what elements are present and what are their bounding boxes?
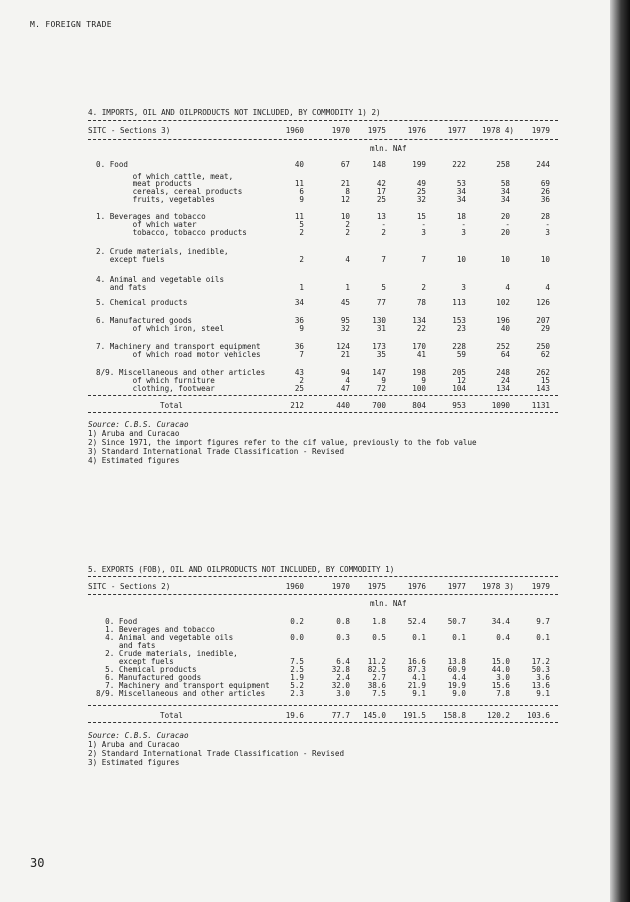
table-cell: 3 xyxy=(545,228,550,237)
table-cell: 4.4 xyxy=(452,673,466,682)
table-cell: 35 xyxy=(376,350,386,359)
table-cell: 130 xyxy=(372,316,386,325)
imports-unit: mln. NAf xyxy=(370,144,407,153)
table-cell: 42 xyxy=(376,179,386,188)
table-cell: 32 xyxy=(416,195,426,204)
row-label: 4. Animal and vegetable oils xyxy=(96,275,225,284)
table-cell: 2 xyxy=(381,228,386,237)
table-cell: 2.4 xyxy=(336,673,350,682)
table-cell: 10 xyxy=(340,212,350,221)
table-cell: - xyxy=(545,220,550,229)
table-cell: 15 xyxy=(540,376,550,385)
year-header: 1977 xyxy=(447,582,466,591)
row-label: tobacco, tobacco products xyxy=(96,228,247,237)
table-cell: 10 xyxy=(500,255,510,264)
table-cell: 173 xyxy=(372,342,386,351)
table-cell: 22 xyxy=(416,324,426,333)
row-label: 5. Chemical products xyxy=(96,665,197,674)
table-cell: 2.3 xyxy=(290,689,304,698)
table-cell: 11.2 xyxy=(367,657,386,666)
imports-sitc-label: SITC - Sections 3) xyxy=(88,126,171,135)
year-header: 1960 xyxy=(285,582,304,591)
table-cell: 7.8 xyxy=(496,689,510,698)
table-cell: 34 xyxy=(456,187,466,196)
row-label: of which water xyxy=(96,220,197,229)
table-cell: 36 xyxy=(540,195,550,204)
table-cell: 4 xyxy=(545,283,550,292)
row-label: 7. Machinery and transport equipment xyxy=(96,681,270,690)
table-cell: - xyxy=(505,220,510,229)
divider xyxy=(88,594,558,595)
table-cell: 77 xyxy=(376,298,386,307)
table-cell: 207 xyxy=(536,316,550,325)
table-cell: 2.5 xyxy=(290,665,304,674)
row-label: and fats xyxy=(96,641,156,650)
table-cell: 45 xyxy=(340,298,350,307)
row-label: 1. Beverages and tobacco xyxy=(96,212,206,221)
table-cell: 24 xyxy=(500,376,510,385)
table-cell: 4 xyxy=(345,255,350,264)
table-cell: 124 xyxy=(336,342,350,351)
divider xyxy=(88,576,558,577)
divider xyxy=(88,139,558,140)
table-cell: 7 xyxy=(421,255,426,264)
row-label: 2. Crude materials, inedible, xyxy=(96,649,238,658)
row-label: 6. Manufactured goods xyxy=(96,316,193,325)
year-header: 1975 xyxy=(367,582,386,591)
table-cell: 78 xyxy=(416,298,426,307)
table-cell: 7.5 xyxy=(290,657,304,666)
table-cell: 2 xyxy=(299,255,304,264)
table-cell: 1 xyxy=(299,283,304,292)
year-header: 1977 xyxy=(447,126,466,135)
table-cell: 21 xyxy=(340,350,350,359)
imports-title: 4. IMPORTS, OIL AND OILPRODUCTS NOT INCLUDED, BY COMMODITY 1) 2) xyxy=(88,108,381,117)
row-label: 5. Chemical products xyxy=(96,298,188,307)
table-cell: 40 xyxy=(500,324,510,333)
table-cell: 9.1 xyxy=(536,689,550,698)
total-cell: 1131 xyxy=(531,401,550,410)
footnote: 4) Estimated figures xyxy=(88,456,180,465)
table-cell: 11 xyxy=(294,212,304,221)
table-cell: 2 xyxy=(345,220,350,229)
table-cell: 0.1 xyxy=(536,633,550,642)
table-cell: 126 xyxy=(536,298,550,307)
table-cell: 7.5 xyxy=(372,689,386,698)
table-cell: 10 xyxy=(456,255,466,264)
exports-sitc-label: SITC - Sections 2) xyxy=(88,582,171,591)
row-label: of which furniture xyxy=(96,376,215,385)
year-header: 1978 4) xyxy=(481,126,514,135)
table-cell: 17 xyxy=(376,187,386,196)
footnote: 2) Standard International Trade Classification - Revised xyxy=(88,749,345,758)
table-cell: 82.5 xyxy=(367,665,386,674)
row-label: fruits, vegetables xyxy=(96,195,215,204)
table-cell: - xyxy=(421,220,426,229)
table-cell: 9 xyxy=(381,376,386,385)
year-header: 1960 xyxy=(285,126,304,135)
footnote: 3) Estimated figures xyxy=(88,758,180,767)
table-cell: 0.5 xyxy=(372,633,386,642)
table-cell: 20 xyxy=(500,228,510,237)
table-cell: 15 xyxy=(416,212,426,221)
year-header: 1976 xyxy=(407,126,426,135)
total-cell: 120.2 xyxy=(487,711,510,720)
table-cell: 19.9 xyxy=(447,681,466,690)
row-label: 2. Crude materials, inedible, xyxy=(96,247,229,256)
table-cell: 143 xyxy=(536,384,550,393)
table-cell: 4.1 xyxy=(412,673,426,682)
table-cell: 15.0 xyxy=(491,657,510,666)
table-cell: 34 xyxy=(456,195,466,204)
table-cell: 10 xyxy=(540,255,550,264)
row-label: 4. Animal and vegetable oils xyxy=(96,633,234,642)
table-cell: 0.0 xyxy=(290,633,304,642)
table-cell: 5 xyxy=(381,283,386,292)
table-cell: 9 xyxy=(421,376,426,385)
divider xyxy=(88,120,558,121)
table-cell: 32.8 xyxy=(331,665,350,674)
source-note: Source: C.B.S. Curacao xyxy=(88,731,189,740)
row-label: 0. Food xyxy=(96,617,138,626)
footnote: 1) Aruba and Curacao xyxy=(88,429,180,438)
table-cell: 2.7 xyxy=(372,673,386,682)
row-label: 1. Beverages and tobacco xyxy=(96,625,215,634)
table-cell: 32.0 xyxy=(331,681,350,690)
table-cell: 23 xyxy=(456,324,466,333)
row-label: 7. Machinery and transport equipment xyxy=(96,342,261,351)
table-cell: 58 xyxy=(500,179,510,188)
year-header: 1979 xyxy=(531,582,550,591)
table-cell: 34 xyxy=(500,195,510,204)
table-cell: 147 xyxy=(372,368,386,377)
table-cell: 18 xyxy=(456,212,466,221)
year-header: 1970 xyxy=(331,582,350,591)
table-cell: 1.8 xyxy=(372,617,386,626)
table-cell: 43 xyxy=(294,368,304,377)
table-cell: 94 xyxy=(340,368,350,377)
table-cell: - xyxy=(461,220,466,229)
table-cell: 5 xyxy=(299,220,304,229)
table-cell: 0.3 xyxy=(336,633,350,642)
table-cell: 13.6 xyxy=(531,681,550,690)
table-cell: 3.0 xyxy=(496,673,510,682)
table-cell: 2 xyxy=(299,376,304,385)
row-label: clothing, footwear xyxy=(96,384,215,393)
row-label: cereals, cereal products xyxy=(96,187,243,196)
table-cell: 100 xyxy=(412,384,426,393)
exports-total-label: Total xyxy=(160,711,183,720)
table-cell: 31 xyxy=(376,324,386,333)
table-cell: 0.8 xyxy=(336,617,350,626)
row-label: except fuels xyxy=(96,255,165,264)
table-cell: 9 xyxy=(299,195,304,204)
total-cell: 191.5 xyxy=(403,711,426,720)
table-cell: 222 xyxy=(452,160,466,169)
table-cell: 7 xyxy=(381,255,386,264)
row-label: and fats xyxy=(96,283,147,292)
row-label: of which road motor vehicles xyxy=(96,350,261,359)
table-cell: 0.1 xyxy=(412,633,426,642)
table-cell: 170 xyxy=(412,342,426,351)
table-cell: 60.9 xyxy=(447,665,466,674)
table-cell: 3 xyxy=(461,283,466,292)
table-cell: 72 xyxy=(376,384,386,393)
table-cell: 95 xyxy=(340,316,350,325)
table-cell: 25 xyxy=(416,187,426,196)
source-note: Source: C.B.S. Curacao xyxy=(88,420,189,429)
row-label: 8/9. Miscellaneous and other articles xyxy=(96,368,266,377)
table-cell: 41 xyxy=(416,350,426,359)
table-cell: 53 xyxy=(456,179,466,188)
table-cell: 2 xyxy=(299,228,304,237)
table-cell: 47 xyxy=(340,384,350,393)
table-cell: 9.7 xyxy=(536,617,550,626)
page-number: 30 xyxy=(30,856,45,870)
imports-notes xyxy=(88,420,477,465)
table-cell: 250 xyxy=(536,342,550,351)
table-cell: 1 xyxy=(345,283,350,292)
table-cell: 16.6 xyxy=(407,657,426,666)
total-cell: 804 xyxy=(412,401,426,410)
table-cell: 32 xyxy=(340,324,350,333)
table-cell: 102 xyxy=(496,298,510,307)
total-cell: 103.6 xyxy=(527,711,550,720)
table-cell: 13 xyxy=(376,212,386,221)
table-cell: 38.6 xyxy=(367,681,386,690)
total-cell: 212 xyxy=(290,401,304,410)
table-cell: 4 xyxy=(345,376,350,385)
table-cell: 2 xyxy=(345,228,350,237)
exports-title: 5. EXPORTS (FOB), OIL AND OILPRODUCTS NOT INCLUDED, BY COMMODITY 1) xyxy=(88,565,395,574)
table-cell: 52.4 xyxy=(407,617,426,626)
year-header: 1979 xyxy=(531,126,550,135)
table-cell: 199 xyxy=(412,160,426,169)
year-header: 1970 xyxy=(331,126,350,135)
table-cell: 104 xyxy=(452,384,466,393)
table-cell: 153 xyxy=(452,316,466,325)
table-cell: 13.8 xyxy=(447,657,466,666)
table-cell: 12 xyxy=(456,376,466,385)
table-cell: 113 xyxy=(452,298,466,307)
divider xyxy=(88,395,558,396)
footnote: 1) Aruba and Curacao xyxy=(88,740,180,749)
table-cell: 7 xyxy=(299,350,304,359)
table-cell: 3.0 xyxy=(336,689,350,698)
exports-unit: mln. NAf xyxy=(370,599,407,608)
table-cell: 11 xyxy=(294,179,304,188)
table-cell: 2 xyxy=(421,283,426,292)
table-cell: 9 xyxy=(299,324,304,333)
table-cell: 26 xyxy=(540,187,550,196)
table-cell: 64 xyxy=(500,350,510,359)
table-cell: 3 xyxy=(421,228,426,237)
table-cell: 20 xyxy=(500,212,510,221)
table-cell: 59 xyxy=(456,350,466,359)
table-cell: 50.3 xyxy=(531,665,550,674)
table-cell: 25 xyxy=(294,384,304,393)
footnote: 2) Since 1971, the import figures refer to the cif value, previously to the fob value xyxy=(88,438,477,447)
year-header: 1976 xyxy=(407,582,426,591)
table-cell: 49 xyxy=(416,179,426,188)
table-cell: 4 xyxy=(505,283,510,292)
divider xyxy=(88,705,558,706)
divider xyxy=(88,722,558,723)
table-cell: 1.9 xyxy=(290,673,304,682)
imports-total-label: Total xyxy=(160,401,183,410)
table-cell: 28 xyxy=(540,212,550,221)
row-label: of which iron, steel xyxy=(96,324,225,333)
total-cell: 953 xyxy=(452,401,466,410)
footnote: 3) Standard International Trade Classification - Revised xyxy=(88,447,345,456)
total-cell: 158.8 xyxy=(443,711,466,720)
table-cell: 36 xyxy=(294,342,304,351)
table-cell: 34 xyxy=(500,187,510,196)
table-cell: 87.3 xyxy=(407,665,426,674)
table-cell: 0.1 xyxy=(452,633,466,642)
table-cell: 40 xyxy=(294,160,304,169)
table-cell: 29 xyxy=(540,324,550,333)
scan-edge-shadow xyxy=(610,0,630,902)
table-cell: 196 xyxy=(496,316,510,325)
table-cell: 148 xyxy=(372,160,386,169)
table-cell: 3.6 xyxy=(536,673,550,682)
table-cell: 9.1 xyxy=(412,689,426,698)
table-cell: 198 xyxy=(412,368,426,377)
row-label: of which cattle, meat, xyxy=(96,172,234,181)
table-cell: 228 xyxy=(452,342,466,351)
row-label: 6. Manufactured goods xyxy=(96,673,202,682)
table-cell: 12 xyxy=(340,195,350,204)
table-cell: - xyxy=(381,220,386,229)
table-cell: 6 xyxy=(299,187,304,196)
table-cell: 3 xyxy=(461,228,466,237)
total-cell: 1090 xyxy=(491,401,510,410)
table-cell: 44.0 xyxy=(491,665,510,674)
row-label: 8/9. Miscellaneous and other articles xyxy=(96,689,266,698)
table-cell: 15.6 xyxy=(491,681,510,690)
row-label: meat products xyxy=(96,179,193,188)
table-cell: 0.2 xyxy=(290,617,304,626)
table-cell: 258 xyxy=(496,160,510,169)
table-cell: 248 xyxy=(496,368,510,377)
table-cell: 17.2 xyxy=(531,657,550,666)
table-cell: 8 xyxy=(345,187,350,196)
table-cell: 252 xyxy=(496,342,510,351)
total-cell: 77.7 xyxy=(331,711,350,720)
table-cell: 262 xyxy=(536,368,550,377)
table-cell: 244 xyxy=(536,160,550,169)
table-cell: 205 xyxy=(452,368,466,377)
divider xyxy=(88,412,558,413)
total-cell: 440 xyxy=(336,401,350,410)
table-cell: 5.2 xyxy=(290,681,304,690)
year-header: 1978 3) xyxy=(481,582,514,591)
page-header: M. FOREIGN TRADE xyxy=(30,20,112,29)
total-cell: 145.0 xyxy=(363,711,386,720)
exports-notes xyxy=(88,731,344,767)
table-cell: 25 xyxy=(376,195,386,204)
table-cell: 34.4 xyxy=(491,617,510,626)
row-label: except fuels xyxy=(96,657,174,666)
table-cell: 69 xyxy=(540,179,550,188)
row-label: 0. Food xyxy=(96,160,129,169)
table-cell: 62 xyxy=(540,350,550,359)
table-cell: 6.4 xyxy=(336,657,350,666)
table-cell: 0.4 xyxy=(496,633,510,642)
total-cell: 19.6 xyxy=(285,711,304,720)
year-header: 1975 xyxy=(367,126,386,135)
table-cell: 50.7 xyxy=(447,617,466,626)
table-cell: 21.9 xyxy=(407,681,426,690)
table-cell: 34 xyxy=(294,298,304,307)
table-cell: 67 xyxy=(340,160,350,169)
table-cell: 134 xyxy=(496,384,510,393)
table-cell: 134 xyxy=(412,316,426,325)
table-cell: 36 xyxy=(294,316,304,325)
total-cell: 700 xyxy=(372,401,386,410)
table-cell: 9.0 xyxy=(452,689,466,698)
table-cell: 21 xyxy=(340,179,350,188)
